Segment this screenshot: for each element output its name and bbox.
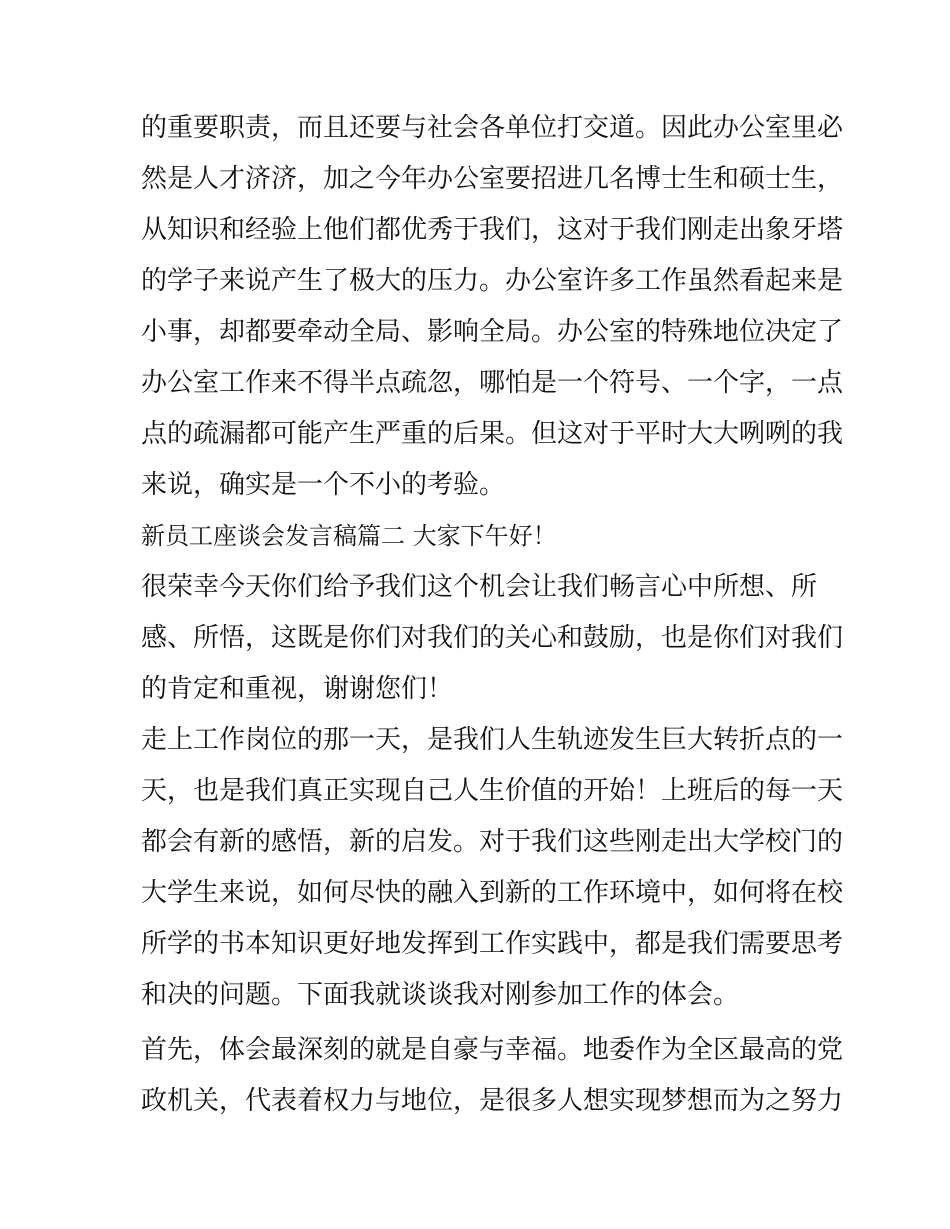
text-line: 小事，却都要牵动全局、影响全局。办公室的特殊地位决定了	[141, 317, 844, 347]
text-line: 点的疏漏都可能产生严重的后果。但这对于平时大大咧咧的我	[141, 419, 844, 449]
text-line: 办公室工作来不得半点疏忽，哪怕是一个符号、一个字，一点	[141, 368, 844, 398]
text-line: 首先，体会最深刻的就是自豪与幸福。地委作为全区最高的党	[141, 1035, 844, 1065]
text-line: 天，也是我们真正实现自己人生价值的开始！上班后的每一天	[141, 776, 844, 806]
text-line: 从知识和经验上他们都优秀于我们，这对于我们刚走出象牙塔	[141, 215, 844, 245]
text-line: 很荣幸今天你们给予我们这个机会让我们畅言心中所想、所	[141, 572, 818, 602]
text-line: 大学生来说，如何尽快的融入到新的工作环境中，如何将在校	[141, 878, 844, 908]
text-line: 来说，确实是一个不小的考验。	[141, 470, 506, 500]
text-line: 和决的问题。下面我就谈谈我对刚参加工作的体会。	[141, 980, 740, 1010]
text-line: 然是人才济济，加之今年办公室要招进几名博士生和硕士生，	[141, 164, 844, 194]
document-body	[141, 103, 844, 1127]
text-line: 的肯定和重视，谢谢您们！	[141, 674, 454, 704]
text-line: 所学的书本知识更好地发挥到工作实践中，都是我们需要思考	[141, 929, 844, 959]
text-line: 的重要职责，而且还要与社会各单位打交道。因此办公室里必	[141, 113, 844, 143]
text-line: 都会有新的感悟，新的启发。对于我们这些刚走出大学校门的	[141, 827, 844, 857]
section-heading: 新员工座谈会发言稿篇二 大家下午好！	[141, 522, 557, 550]
text-line: 的学子来说产生了极大的压力。办公室许多工作虽然看起来是	[141, 266, 844, 296]
text-line: 政机关，代表着权力与地位，是很多人想实现梦想而为之努力	[141, 1086, 844, 1116]
text-line: 感、所悟，这既是你们对我们的关心和鼓励，也是你们对我们	[141, 623, 844, 653]
text-line: 走上工作岗位的那一天，是我们人生轨迹发生巨大转折点的一	[141, 725, 844, 755]
